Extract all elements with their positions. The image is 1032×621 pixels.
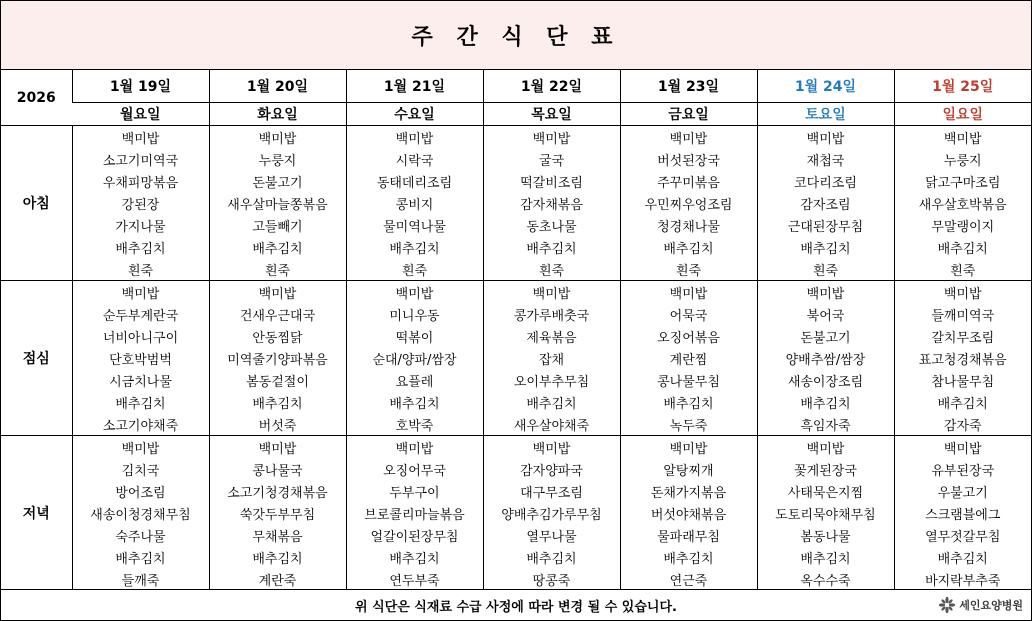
flower-icon xyxy=(938,596,956,614)
menu-cell: 떡갈비조림 xyxy=(483,170,620,192)
menu-cell: 흰죽 xyxy=(72,258,209,281)
menu-cell: 배추김치 xyxy=(620,391,757,413)
menu-cell: 양배추김가루무침 xyxy=(483,502,620,524)
table-row xyxy=(1,391,1031,413)
table-row xyxy=(1,126,1031,149)
menu-cell: 들깨미역국 xyxy=(894,303,1031,325)
menu-cell: 코다리조림 xyxy=(757,170,894,192)
menu-cell: 숙주나물 xyxy=(72,524,209,546)
menu-cell: 돈불고기 xyxy=(757,325,894,347)
date-row xyxy=(1,70,1031,103)
menu-cell: 누룽지 xyxy=(894,148,1031,170)
menu-cell: 감자죽 xyxy=(894,413,1031,436)
menu-cell: 백미밥 xyxy=(209,126,346,149)
menu-cell: 배추김치 xyxy=(894,391,1031,413)
menu-cell: 소고기미역국 xyxy=(72,148,209,170)
menu-cell: 배추김치 xyxy=(72,546,209,568)
menu-cell: 돈불고기 xyxy=(209,170,346,192)
menu-cell: 오징어볶음 xyxy=(620,325,757,347)
menu-cell: 배추김치 xyxy=(620,546,757,568)
menu-cell: 순대/양파/쌈장 xyxy=(346,347,483,369)
table-row xyxy=(1,258,1031,281)
menu-cell: 옥수수죽 xyxy=(757,568,894,590)
menu-cell: 배추김치 xyxy=(894,236,1031,258)
menu-cell: 새우살야채죽 xyxy=(483,413,620,436)
menu-cell: 갈치무조림 xyxy=(894,325,1031,347)
menu-cell: 버섯된장국 xyxy=(620,148,757,170)
menu-cell: 콩나물무침 xyxy=(620,369,757,391)
menu-cell: 연근죽 xyxy=(620,568,757,590)
menu-cell: 백미밥 xyxy=(346,281,483,304)
menu-cell: 백미밥 xyxy=(483,281,620,304)
menu-cell: 백미밥 xyxy=(483,436,620,459)
menu-cell: 백미밥 xyxy=(757,281,894,304)
menu-cell: 감자조림 xyxy=(757,192,894,214)
table-row xyxy=(1,347,1031,369)
menu-cell: 백미밥 xyxy=(894,126,1031,149)
menu-cell: 어묵국 xyxy=(620,303,757,325)
menu-cell: 콩나물국 xyxy=(209,458,346,480)
menu-cell: 물파래무침 xyxy=(620,524,757,546)
menu-cell: 제육볶음 xyxy=(483,325,620,347)
menu-cell: 스크램블에그 xyxy=(894,502,1031,524)
table-row xyxy=(1,546,1031,568)
weekday-cell: 화요일 xyxy=(209,103,346,126)
menu-cell: 두부구이 xyxy=(346,480,483,502)
table-row xyxy=(1,325,1031,347)
menu-cell: 흑임자죽 xyxy=(757,413,894,436)
menu-cell: 사태묵은지찜 xyxy=(757,480,894,502)
menu-cell: 열무나물 xyxy=(483,524,620,546)
date-cell: 1월 22일 xyxy=(483,70,620,103)
menu-cell: 콩가루배춧국 xyxy=(483,303,620,325)
menu-cell: 우채피망볶음 xyxy=(72,170,209,192)
menu-cell: 계란찜 xyxy=(620,347,757,369)
menu-cell: 백미밥 xyxy=(72,126,209,149)
menu-cell: 배추김치 xyxy=(209,236,346,258)
menu-cell: 흰죽 xyxy=(894,258,1031,281)
menu-cell: 백미밥 xyxy=(894,436,1031,459)
menu-cell: 호박죽 xyxy=(346,413,483,436)
menu-cell: 버섯죽 xyxy=(209,413,346,436)
table-row xyxy=(1,303,1031,325)
footer-notice: 위 식단은 식재료 수급 사정에 따라 변경 될 수 있습니다. xyxy=(355,599,677,615)
menu-cell: 미역줄기양파볶음 xyxy=(209,347,346,369)
menu-cell: 고들빼기 xyxy=(209,214,346,236)
table-row xyxy=(1,192,1031,214)
menu-cell: 주꾸미볶음 xyxy=(620,170,757,192)
menu-cell: 백미밥 xyxy=(620,281,757,304)
menu-cell: 얼갈이된장무침 xyxy=(346,524,483,546)
menu-cell: 백미밥 xyxy=(894,281,1031,304)
hospital-logo xyxy=(938,596,1023,614)
menu-cell: 백미밥 xyxy=(757,126,894,149)
menu-cell: 백미밥 xyxy=(620,126,757,149)
menu-cell: 잡채 xyxy=(483,347,620,369)
table-row xyxy=(1,524,1031,546)
menu-cell: 양배추쌈/쌈장 xyxy=(757,347,894,369)
menu-cell: 계란죽 xyxy=(209,568,346,590)
menu-cell: 도토리묵야채무침 xyxy=(757,502,894,524)
menu-cell: 백미밥 xyxy=(209,281,346,304)
menu-cell: 재첩국 xyxy=(757,148,894,170)
menu-cell: 꽃게된장국 xyxy=(757,458,894,480)
menu-cell: 백미밥 xyxy=(209,436,346,459)
menu-cell: 시락국 xyxy=(346,148,483,170)
menu-cell: 흰죽 xyxy=(483,258,620,281)
date-cell: 1월 23일 xyxy=(620,70,757,103)
header-table xyxy=(1,70,1031,125)
menu-cell: 배추김치 xyxy=(483,391,620,413)
page-title: 주 간 식 단 표 xyxy=(1,1,1031,70)
menu-cell: 동태데리조림 xyxy=(346,170,483,192)
table-row xyxy=(1,458,1031,480)
menu-cell: 북어국 xyxy=(757,303,894,325)
menu-cell: 새송이장조림 xyxy=(757,369,894,391)
menu-cell: 새송이청경채무침 xyxy=(72,502,209,524)
weekday-cell: 수요일 xyxy=(346,103,483,126)
menu-cell: 순두부계란국 xyxy=(72,303,209,325)
menu-cell: 요플레 xyxy=(346,369,483,391)
menu-cell: 배추김치 xyxy=(209,391,346,413)
date-cell-sunday: 1월 25일 xyxy=(894,70,1031,103)
menu-cell: 돈채가지볶음 xyxy=(620,480,757,502)
menu-cell: 땅콩죽 xyxy=(483,568,620,590)
menu-cell: 백미밥 xyxy=(620,436,757,459)
menu-cell: 떡볶이 xyxy=(346,325,483,347)
menu-cell: 누룽지 xyxy=(209,148,346,170)
weekday-cell: 금요일 xyxy=(620,103,757,126)
date-cell: 1월 20일 xyxy=(209,70,346,103)
menu-cell: 건새우근대국 xyxy=(209,303,346,325)
menu-cell: 소고기청경채볶음 xyxy=(209,480,346,502)
date-cell: 1월 19일 xyxy=(72,70,209,103)
table-row xyxy=(1,413,1031,436)
table-row xyxy=(1,436,1031,459)
menu-cell: 쑥갓두부무침 xyxy=(209,502,346,524)
menu-cell: 버섯야채볶음 xyxy=(620,502,757,524)
menu-cell: 굴국 xyxy=(483,148,620,170)
menu-cell: 우민찌우엉조림 xyxy=(620,192,757,214)
weekday-row xyxy=(1,103,1031,126)
menu-cell: 안동찜닭 xyxy=(209,325,346,347)
menu-cell: 백미밥 xyxy=(346,436,483,459)
menu-cell: 녹두죽 xyxy=(620,413,757,436)
menu-cell: 오징어무국 xyxy=(346,458,483,480)
menu-cell: 청경채나물 xyxy=(620,214,757,236)
menu-cell: 배추김치 xyxy=(209,546,346,568)
menu-cell: 들깨죽 xyxy=(72,568,209,590)
weekday-cell-saturday: 토요일 xyxy=(757,103,894,126)
table-row xyxy=(1,281,1031,304)
menu-cell: 무채볶음 xyxy=(209,524,346,546)
menu-cell: 배추김치 xyxy=(346,236,483,258)
menu-cell: 백미밥 xyxy=(346,126,483,149)
menu-cell: 배추김치 xyxy=(72,391,209,413)
menu-cell: 배추김치 xyxy=(483,546,620,568)
menu-cell: 새우살호박볶음 xyxy=(894,192,1031,214)
menu-cell: 표고청경채볶음 xyxy=(894,347,1031,369)
table-row xyxy=(1,480,1031,502)
menu-cell: 봄동나물 xyxy=(757,524,894,546)
menu-cell: 브로콜리마늘볶음 xyxy=(346,502,483,524)
menu-cell: 우불고기 xyxy=(894,480,1031,502)
menu-cell: 배추김치 xyxy=(72,236,209,258)
menu-cell: 배추김치 xyxy=(346,391,483,413)
table-row xyxy=(1,568,1031,590)
menu-cell: 배추김치 xyxy=(757,391,894,413)
meal-label: 저녁 xyxy=(1,436,72,591)
meal-label: 아침 xyxy=(1,126,72,281)
menu-cell: 소고기야채죽 xyxy=(72,413,209,436)
menu-cell: 시금치나물 xyxy=(72,369,209,391)
table-row xyxy=(1,148,1031,170)
menu-cell: 미니우동 xyxy=(346,303,483,325)
menu-cell: 배추김치 xyxy=(346,546,483,568)
menu-cell: 감자채볶음 xyxy=(483,192,620,214)
menu-cell: 알탕찌개 xyxy=(620,458,757,480)
year-cell: 2026 xyxy=(16,89,56,106)
weekday-cell: 목요일 xyxy=(483,103,620,126)
menu-cell: 너비아니구이 xyxy=(72,325,209,347)
table-row xyxy=(1,214,1031,236)
menu-cell: 열무젓갈무침 xyxy=(894,524,1031,546)
menu-cell: 백미밥 xyxy=(72,281,209,304)
menu-cell: 대구무조림 xyxy=(483,480,620,502)
menu-cell: 유부된장국 xyxy=(894,458,1031,480)
menu-cell: 배추김치 xyxy=(620,236,757,258)
table-row xyxy=(1,369,1031,391)
date-cell-saturday: 1월 24일 xyxy=(757,70,894,103)
table-row xyxy=(1,502,1031,524)
menu-cell: 무말랭이지 xyxy=(894,214,1031,236)
menu-cell: 감자양파국 xyxy=(483,458,620,480)
footer xyxy=(1,589,1031,620)
menu-cell: 배추김치 xyxy=(757,236,894,258)
table-row xyxy=(1,236,1031,258)
menu-cell: 연두부죽 xyxy=(346,568,483,590)
menu-cell: 흰죽 xyxy=(209,258,346,281)
date-cell: 1월 21일 xyxy=(346,70,483,103)
menu-cell: 새우살마늘쫑볶음 xyxy=(209,192,346,214)
menu-cell: 오이부추무침 xyxy=(483,369,620,391)
meal-label: 점심 xyxy=(1,281,72,436)
menu-cell: 콩비지 xyxy=(346,192,483,214)
menu-cell: 가지나물 xyxy=(72,214,209,236)
menu-cell: 백미밥 xyxy=(483,126,620,149)
table-row xyxy=(1,170,1031,192)
menu-cell: 방어조림 xyxy=(72,480,209,502)
menu-cell: 단호박범벅 xyxy=(72,347,209,369)
menu-cell: 바지락부추죽 xyxy=(894,568,1031,590)
menu-cell: 배추김치 xyxy=(483,236,620,258)
menu-cell: 흰죽 xyxy=(346,258,483,281)
menu-cell: 봄동겉절이 xyxy=(209,369,346,391)
menu-cell: 참나물무침 xyxy=(894,369,1031,391)
menu-cell: 닭고구마조림 xyxy=(894,170,1031,192)
menu-cell: 근대된장무침 xyxy=(757,214,894,236)
menu-cell: 백미밥 xyxy=(72,436,209,459)
menu-cell: 흰죽 xyxy=(620,258,757,281)
menu-cell: 백미밥 xyxy=(757,436,894,459)
menu-cell: 배추김치 xyxy=(894,546,1031,568)
meal-table xyxy=(1,125,1031,590)
weekday-cell: 월요일 xyxy=(72,103,209,126)
logo-text: 세인요양병원 xyxy=(959,599,1023,612)
menu-cell: 강된장 xyxy=(72,192,209,214)
menu-cell: 김치국 xyxy=(72,458,209,480)
menu-cell: 물미역나물 xyxy=(346,214,483,236)
menu-cell: 흰죽 xyxy=(757,258,894,281)
menu-cell: 배추김치 xyxy=(757,546,894,568)
menu-cell: 동초나물 xyxy=(483,214,620,236)
weekday-cell-sunday: 일요일 xyxy=(894,103,1031,126)
